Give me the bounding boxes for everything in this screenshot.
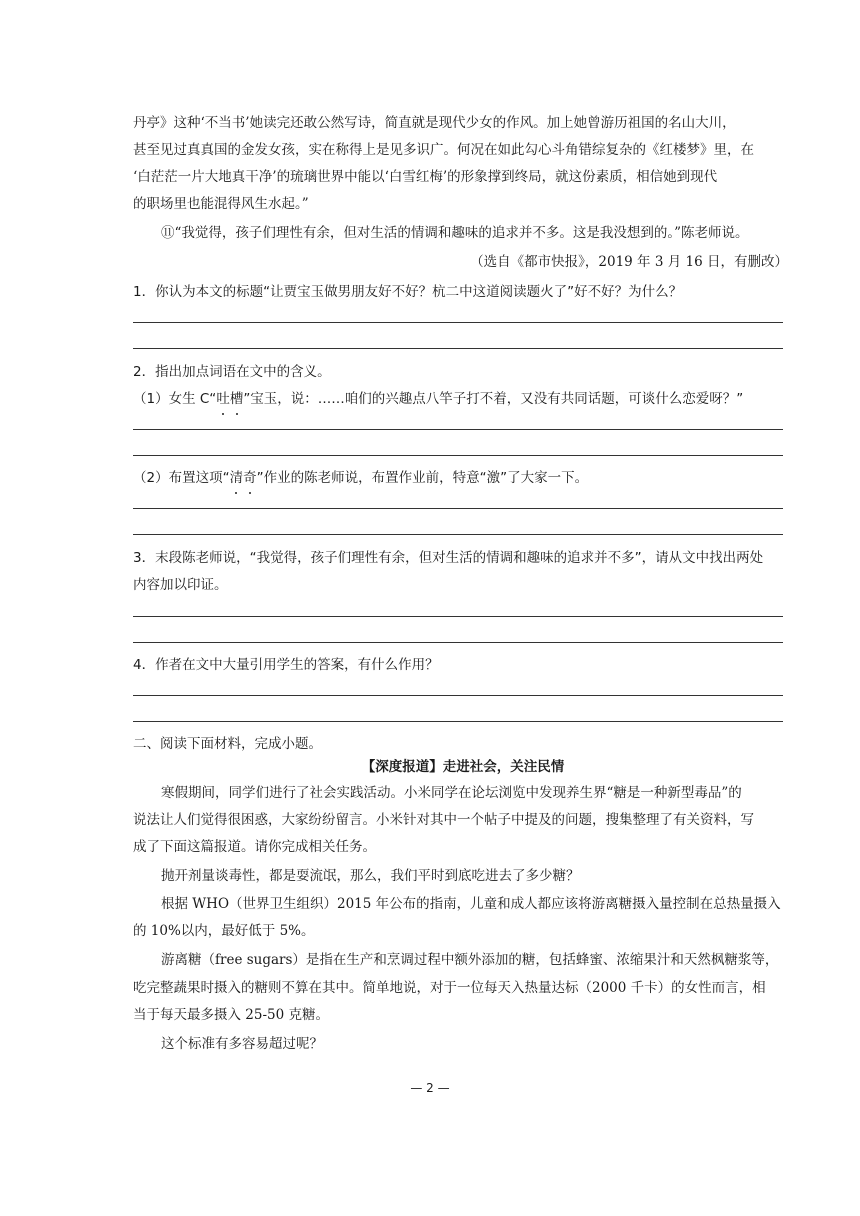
report-line: 吃完整蔬果时摄入的糖则不算在其中。简单地说，对于一位每天入热量达标（2000 千卡）的女性而言，相 [133,980,766,996]
answer-line [133,721,783,722]
question-2: 2．指出加点词语在文中的含义。 [133,364,331,380]
dotted-char: 槽 [230,386,244,412]
passage-line-4: 的职场里也能混得风生水起。” [133,196,309,212]
q2-2-suffix: ”作业的陈老师说，布置作业前，特意“激”了大家一下。 [256,470,589,486]
report-line: 寒假期间，同学们进行了社会实践活动。小米同学在论坛浏览中发现养生界“糖是一种新型毒品”的 [161,785,742,801]
source-citation: （选自《都市快报》，2019 年 3 月 16 日，有删改） [470,254,788,270]
passage-line-3: ‘白茫茫一片大地真干净’的琉璃世界中能以‘白雪红梅’的形象撑到终局，就这份素质，相信她到现代 [133,169,718,185]
report-line: 的 10%以内，最好低于 5%。 [133,923,315,939]
question-2-1 [133,386,793,412]
dotted-char: 吐 [216,386,230,412]
question-3-line-2: 内容加以印证。 [133,577,228,593]
answer-line [133,616,783,617]
question-2-2 [133,465,793,491]
report-line: 说法让人们觉得很困惑，大家纷纷留言。小米针对其中一个帖子中提及的问题，搜集整理了有关资料，写 [133,812,754,828]
report-line: 这个标准有多容易超过呢？ [161,1036,323,1052]
answer-line [133,429,783,430]
report-line: 当于每天最多摄入 25-50 克糖。 [133,1007,330,1023]
answer-line [133,455,783,456]
passage-line-1: 丹亭》这种‘不当书’她读完还敢公然写诗，简直就是现代少女的作风。加上她曾游历祖国的名山大川， [133,115,736,131]
passage-paragraph-11: ⑪“我觉得，孩子们理性有余，但对生活的情调和趣味的追求并不多。这是我没想到的。”陈老师说。 [161,225,749,241]
answer-line [133,322,783,323]
report-subtitle: 【深度报道】走进社会，关注民情 [361,759,565,775]
report-line: 游离糖（free sugars）是指在生产和烹调过程中额外添加的糖，包括蜂蜜、浓缩果汁和天然枫糖浆等， [161,952,779,968]
report-line: 根据 WHO（世界卫生组织）2015 年公布的指南，儿童和成人都应该将游离糖摄入量控制在总热量摄入 [161,896,781,912]
question-1: 1．你认为本文的标题“让贾宝玉做男朋友好不好？杭二中这道阅读题火了”好不好？为什么？ [133,284,683,300]
dotted-char: 奇 [243,465,257,491]
answer-line [133,348,783,349]
page-number: — 2 — [410,1081,450,1095]
answer-line [133,534,783,535]
q2-1-suffix: ”宝玉，说：……咱们的兴趣点八竿子打不着，又没有共同话题，可谈什么恋爱呀？” [243,391,744,407]
dotted-char: 清 [230,465,244,491]
answer-line [133,642,783,643]
section-heading: 二、阅读下面材料，完成小题。 [133,736,322,752]
answer-line [133,695,783,696]
report-line: 抛开剂量谈毒性，都是耍流氓，那么，我们平时到底吃进去了多少糖？ [161,868,580,884]
passage-line-2: 甚至见过真真国的金发女孩，实在称得上是见多识广。何况在如此勾心斗角错综复杂的《红楼梦》里，在 [133,142,754,158]
report-line: 成了下面这篇报道。请你完成相关任务。 [133,839,376,855]
q2-1-prefix: （1）女生 C“ [133,391,217,407]
question-3-line-1: 3．末段陈老师说，“我觉得，孩子们理性有余，但对生活的情调和趣味的追求并不多”，请从文中找出两处 [133,550,764,566]
q2-2-prefix: （2）布置这项“ [133,470,230,486]
answer-line [133,508,783,509]
question-4: 4．作者在文中大量引用学生的答案，有什么作用？ [133,657,439,673]
